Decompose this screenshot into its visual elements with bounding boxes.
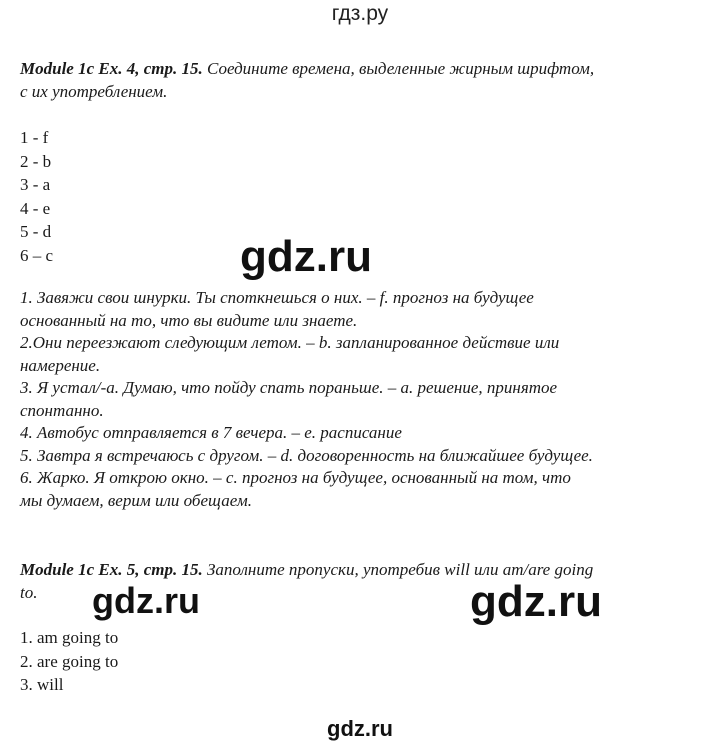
watermark-middle: gdz.ru: [240, 232, 372, 281]
answer-item: 6 – c: [20, 245, 54, 265]
explanation-line: 1. Завяжи свои шнурки. Ты споткнешься о них. – f. прогноз на будущее: [20, 288, 534, 307]
section1-title-bold: Module 1c Ex. 4, стр. 15.: [20, 59, 203, 78]
answer-item: 1 - f: [20, 128, 49, 147]
explanation-line: основанный на то, что вы видите или знаете.: [20, 310, 358, 330]
watermark-right: gdz.ru: [470, 577, 602, 626]
explanation-line: 4. Автобус отправляется в 7 вечера. – е. расписание: [20, 423, 402, 442]
answer-item: 1. am going to: [20, 628, 119, 647]
explanation-line: спонтанно.: [20, 400, 104, 420]
explanation-line: 3. Я устал/-а. Думаю, что пойду спать пораньше. – а. решение, принятое: [20, 378, 558, 397]
answer-item: 2 - b: [20, 151, 52, 171]
answer-item: 4 - e: [20, 198, 51, 218]
watermark-top: гдз.ру: [331, 2, 389, 25]
section2-title-text-line2: to.: [20, 582, 38, 602]
explanation-line: 6. Жарко. Я открою окно. – с. прогноз на будущее, основанный на том, что: [20, 468, 571, 487]
explanation-line: мы думаем, верим или обещаем.: [20, 490, 252, 510]
section1-title: [20, 58, 700, 103]
answer-item: 5 - d: [20, 222, 52, 241]
section2-title-bold: Module 1c Ex. 5, стр. 15.: [20, 560, 203, 579]
section1-title-text: Соедините времена, выделенные жирным шрифтом,: [202, 59, 595, 78]
explanation-line: 2.Они переезжают следующим летом. – b. запланированное действие или: [20, 333, 560, 352]
answer-item: 3. will: [20, 675, 64, 694]
watermark-bottom: gdz.ru: [327, 716, 393, 741]
section1-explanations: [20, 287, 700, 512]
answer-item: 3 - a: [20, 175, 51, 194]
section2-answers: [20, 626, 118, 697]
explanation-line: намерение.: [20, 355, 101, 375]
answer-item: 2. are going to: [20, 651, 119, 671]
explanation-line: 5. Завтра я встречаюсь с другом. – d. договоренность на ближайшее будущее.: [20, 445, 593, 465]
watermark-left: gdz.ru: [92, 580, 200, 621]
section1-answers: [20, 126, 53, 267]
section1-title-text-line2: с их употреблением.: [20, 81, 168, 101]
section2-title-text: Заполните пропуски, употребив will или am/are going: [202, 560, 594, 579]
